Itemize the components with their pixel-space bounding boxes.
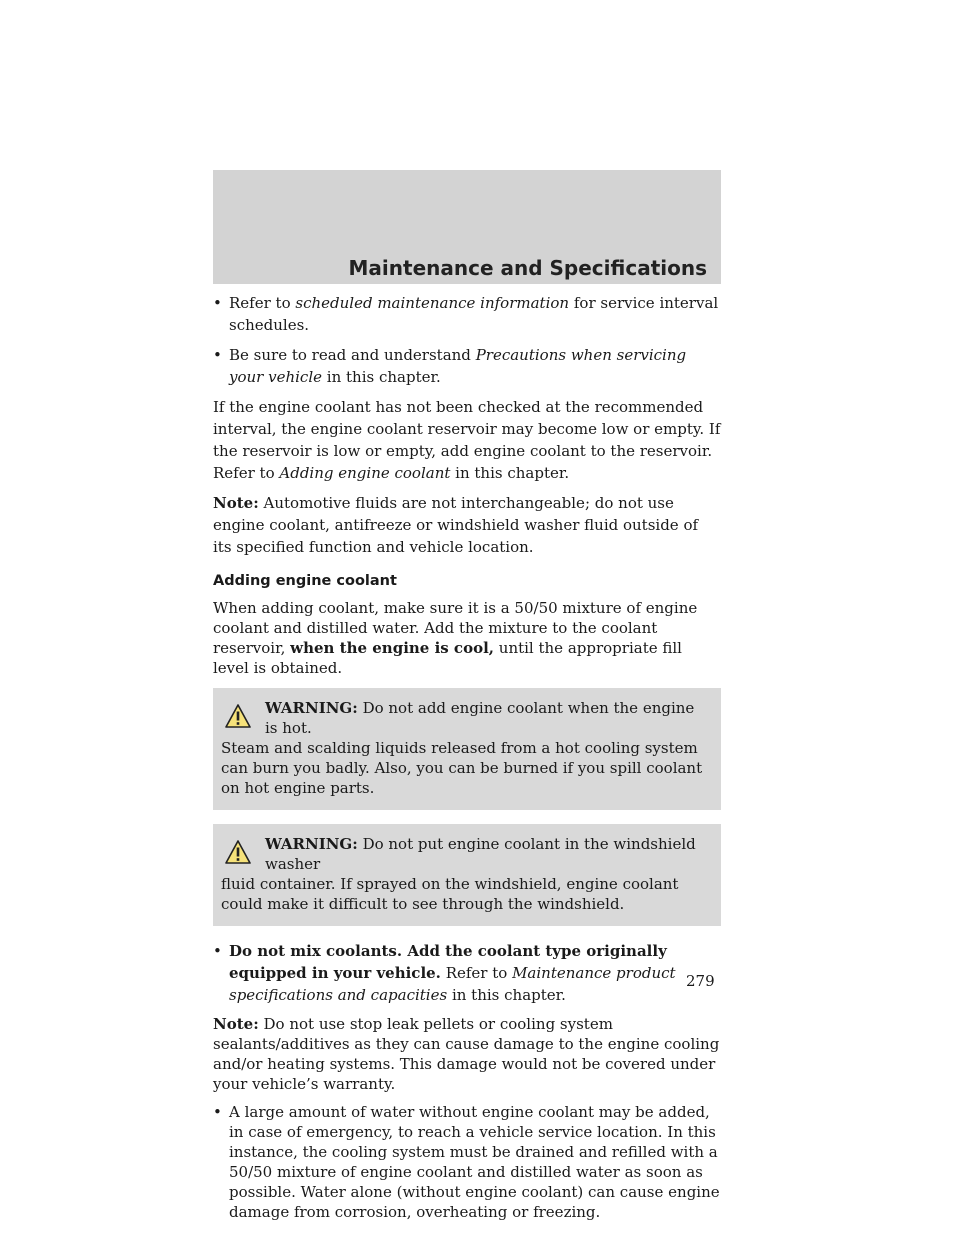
- bullet-text: A large amount of water without engine coolant may be added, in case of emergency, to reach a vehicle service location. In this instance, the cooling system must be drained and refilled with a 50/50 mixture of engine coolant and distilled water as soon as possible. Water alone (without engine coolant) can cause engine damage from corrosion, overheating or freezing.: [229, 1103, 720, 1221]
- page-number: 279: [686, 972, 715, 990]
- warning-first-line: [221, 834, 711, 874]
- bullet-dot: •: [213, 294, 222, 312]
- bullet-item: [213, 344, 721, 388]
- bullet-dot: •: [213, 1103, 222, 1121]
- cross-reference: Precautions when servicing your vehicle: [229, 346, 687, 386]
- paragraph-text: When adding coolant, make sure it is a 50/50 mixture of engine coolant and distilled water. Add the mixture to the coolant reservoir,: [213, 599, 698, 657]
- warning-triangle-icon: [225, 840, 251, 864]
- bullet-text: in this chapter.: [451, 986, 566, 1004]
- paragraph-text: in this chapter.: [455, 464, 570, 482]
- chapter-header-band: [213, 170, 721, 284]
- warning-label: WARNING:: [265, 699, 358, 717]
- note: [213, 492, 721, 558]
- warning-box: [213, 688, 721, 810]
- page-content: [213, 292, 721, 1230]
- bullet-dot: •: [213, 942, 222, 960]
- bullet-text: Refer to: [229, 294, 291, 312]
- paragraph: [213, 396, 721, 484]
- paragraph-text: until the appropriate fill level is obtained.: [213, 639, 682, 677]
- cross-reference: scheduled maintenance information: [295, 294, 570, 312]
- bullet-item: [213, 1102, 721, 1222]
- note-label: Note:: [213, 494, 259, 512]
- warning-text: Do not add engine coolant when the engine is hot.: [265, 699, 695, 737]
- bullet-text: in this chapter.: [326, 368, 441, 386]
- bullet-item: [213, 940, 721, 1006]
- warning-triangle-icon: [225, 704, 251, 728]
- paragraph-text: If the engine coolant has not been checked at the recommended interval, the engine coolant reservoir may become low or empty. If the reservoir is low or empty, add engine coolant to the reservoir. Refer to: [213, 398, 721, 482]
- cross-reference: Maintenance product specifications and capacities: [229, 964, 676, 1004]
- emphasis: when the engine is cool,: [290, 639, 494, 657]
- chapter-title: Maintenance and Specifications: [348, 256, 707, 280]
- note: [213, 1014, 721, 1094]
- emphasis: Do not mix coolants. Add the coolant type originally equipped in your vehicle.: [229, 942, 667, 982]
- cross-reference: Adding engine coolant: [279, 464, 451, 482]
- paragraph: [213, 598, 721, 678]
- bullet-item: [213, 292, 721, 336]
- warning-box: [213, 824, 721, 926]
- bullet-dot: •: [213, 346, 222, 364]
- bullet-text: Be sure to read and understand: [229, 346, 471, 364]
- note-label: Note:: [213, 1015, 259, 1033]
- bullet-text: for service interval schedules.: [229, 294, 719, 334]
- warning-label: WARNING:: [265, 835, 358, 853]
- section-heading: Adding engine coolant: [213, 573, 397, 589]
- warning-text: Do not put engine coolant in the windshield washer: [265, 835, 696, 873]
- warning-text: Steam and scalding liquids released from a hot cooling system can burn you badly. Also, you can be burned if you spill coolant on hot engine parts.: [221, 739, 703, 797]
- warning-first-line: [221, 698, 711, 738]
- note-text: Automotive fluids are not interchangeable; do not use engine coolant, antifreeze or windshield washer fluid outside of its specified function and vehicle location.: [213, 494, 699, 556]
- note-text: Do not use stop leak pellets or cooling system sealants/additives as they can cause damage to the engine cooling and/or heating systems. This damage would not be covered under your vehicle’s warranty.: [213, 1015, 720, 1093]
- bullet-text: Refer to: [445, 964, 508, 982]
- warning-text: fluid container. If sprayed on the windshield, engine coolant could make it difficult to see through the windshield.: [221, 875, 679, 913]
